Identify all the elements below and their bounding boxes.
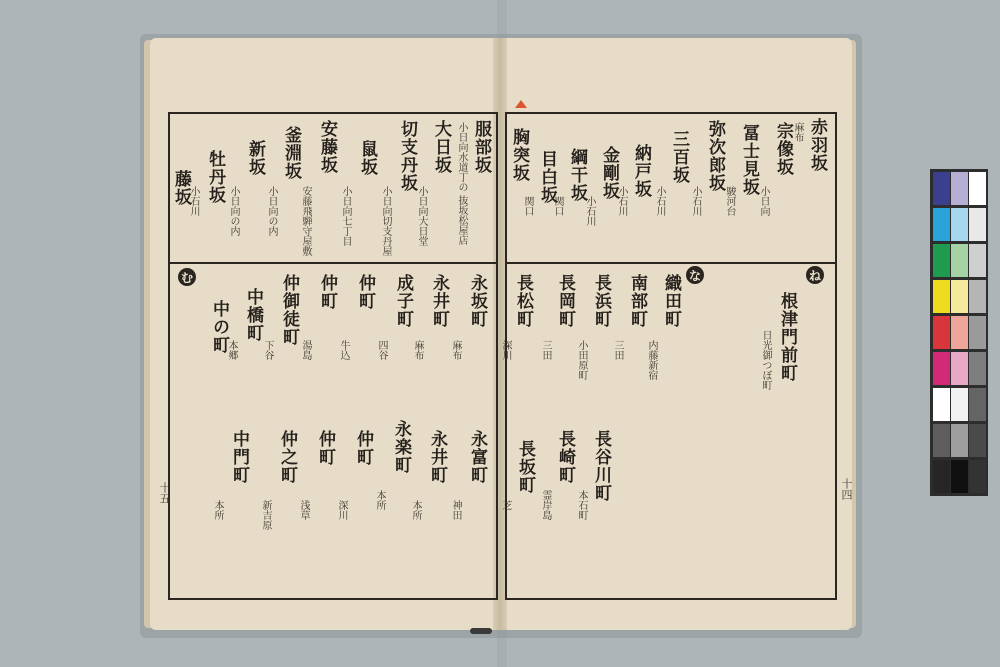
entry-title: 永楽町: [391, 420, 411, 474]
entry-note: 湯島: [300, 340, 311, 360]
entry-title: 織田町: [661, 274, 681, 328]
entry-title: 綱干坂: [567, 148, 587, 202]
entry-note: 麻布: [792, 122, 803, 142]
left-page-number: 十五: [158, 482, 171, 504]
entry-note: 芝: [500, 500, 511, 510]
color-chip: [969, 172, 986, 205]
red-tab-marker: [515, 100, 527, 108]
entry-title: 仲御徒町: [279, 274, 299, 346]
entry-title: 鼠坂: [357, 140, 377, 176]
entry-note: 小日向七丁目: [340, 186, 351, 246]
entry-title: 釜淵坂: [281, 126, 301, 180]
entry-note: 本所: [410, 500, 421, 520]
entry-title: 弥次郎坂: [705, 120, 725, 192]
entry-note: 小田原町: [576, 340, 587, 380]
entry-note: 小日向大日堂: [416, 186, 427, 246]
entry-title: 永富町: [467, 430, 487, 484]
color-chip: [951, 208, 968, 241]
entry-title: 金剛坂: [599, 146, 619, 200]
entry-title: 牡丹坂: [205, 150, 225, 204]
color-chip: [933, 316, 950, 349]
color-chip: [951, 388, 968, 421]
color-checker-card: [930, 169, 988, 496]
entry-title: 中橋町: [243, 288, 263, 342]
entry-title: 仲町: [355, 274, 375, 310]
section-mark-ne: ね: [806, 266, 824, 284]
entry-note: 神田: [450, 500, 461, 520]
entry-note: 小石川: [690, 186, 701, 216]
color-chip: [951, 460, 968, 493]
entry-note: 本郷: [226, 340, 237, 360]
entry-title: 仲町: [315, 430, 335, 466]
color-chip: [933, 208, 950, 241]
color-chip: [951, 316, 968, 349]
entry-title: 中門町: [229, 430, 249, 484]
entry-note: 本所: [212, 500, 223, 520]
bookmark-ribbon: [470, 628, 492, 634]
entry-title: 長浜町: [591, 274, 611, 328]
entry-title: 長谷川町: [591, 430, 611, 502]
entry-title: 長松町: [513, 274, 533, 328]
entry-note: 小日向水道丁の 抜坂松屋店: [456, 122, 467, 246]
entry-title: 服部坂: [471, 120, 491, 174]
entry-note: 深川: [336, 500, 347, 520]
color-chip: [933, 352, 950, 385]
color-chip: [933, 460, 950, 493]
entry-title: 成子町: [393, 274, 413, 328]
entry-note: 浅草: [298, 500, 309, 520]
entry-note: 日光御つぼ町: [760, 330, 771, 390]
color-chip: [951, 244, 968, 277]
entry-note: 本所: [374, 490, 385, 510]
entry-note: 牛込: [338, 340, 349, 360]
entry-title: 藤坂: [171, 170, 191, 206]
color-chip: [969, 280, 986, 313]
entry-note: 深川: [500, 340, 511, 360]
entry-title: 安藤坂: [317, 120, 337, 174]
color-chip: [933, 424, 950, 457]
color-chip: [969, 460, 986, 493]
entry-note: 小日向: [758, 186, 769, 216]
entry-title: 大日坂: [431, 120, 451, 174]
entry-note: 小石川: [654, 186, 665, 216]
color-chip: [969, 208, 986, 241]
color-chip: [933, 172, 950, 205]
right-section-divider: [505, 262, 835, 264]
section-mark-mu: む: [178, 268, 196, 286]
color-chip: [969, 316, 986, 349]
right-page-number: 十四: [840, 478, 853, 500]
entry-title: 仲之町: [277, 430, 297, 484]
entry-title: 冨士見坂: [739, 124, 759, 196]
entry-note: 新吉原: [260, 500, 271, 530]
color-chip: [969, 388, 986, 421]
entry-title: 胸突坂: [509, 128, 529, 182]
entry-title: 永坂町: [467, 274, 487, 328]
entry-note: 安藤飛騨守屋敷: [300, 186, 311, 256]
color-chip: [951, 280, 968, 313]
entry-note: 本石町: [576, 490, 587, 520]
color-chip: [933, 244, 950, 277]
entry-note: 駿河台: [724, 186, 735, 216]
entry-note: 関口: [522, 196, 533, 216]
entry-title: 三百坂: [669, 130, 689, 184]
color-chip: [951, 172, 968, 205]
entry-note: 小石川: [584, 196, 595, 226]
entry-title: 南部町: [627, 274, 647, 328]
section-mark-na: な: [686, 266, 704, 284]
entry-note: 三田: [612, 340, 623, 360]
color-chip: [951, 424, 968, 457]
entry-note: 小日向の内: [228, 186, 239, 236]
color-chip: [951, 352, 968, 385]
entry-note: 霊岸島: [540, 490, 551, 520]
entry-note: 小日向切支丹屋: [380, 186, 391, 256]
entry-note: 麻布: [412, 340, 423, 360]
entry-title: 長崎町: [555, 430, 575, 484]
entry-note: 小石川: [188, 186, 199, 216]
entry-title: 永井町: [427, 430, 447, 484]
entry-title: 中の町: [209, 300, 229, 354]
color-chip: [933, 388, 950, 421]
entry-note: 三田: [540, 340, 551, 360]
entry-title: 永井町: [429, 274, 449, 328]
entry-title: 赤羽坂: [807, 118, 827, 172]
entry-note: 関口: [552, 196, 563, 216]
left-section-divider: [168, 262, 498, 264]
entry-note: 小石川: [616, 186, 627, 216]
entry-title: 仲町: [317, 274, 337, 310]
entry-title: 納戸坂: [631, 144, 651, 198]
entry-note: 四谷: [376, 340, 387, 360]
entry-title: 宗像坂: [773, 122, 793, 176]
entry-title: 長岡町: [555, 274, 575, 328]
entry-title: 仲町: [353, 430, 373, 466]
entry-note: 内藤新宿: [646, 340, 657, 380]
entry-note: 下谷: [262, 340, 273, 360]
color-chip: [969, 244, 986, 277]
entry-title: 長坂町: [515, 440, 535, 494]
entry-title: 目白坂: [537, 150, 557, 204]
entry-note: 麻布: [450, 340, 461, 360]
entry-title: 根津門前町: [777, 292, 797, 382]
color-chip: [969, 424, 986, 457]
entry-note: 小日向の内: [266, 186, 277, 236]
color-chip: [933, 280, 950, 313]
color-chip: [969, 352, 986, 385]
entry-title: 新坂: [245, 140, 265, 176]
entry-title: 切支丹坂: [397, 120, 417, 192]
